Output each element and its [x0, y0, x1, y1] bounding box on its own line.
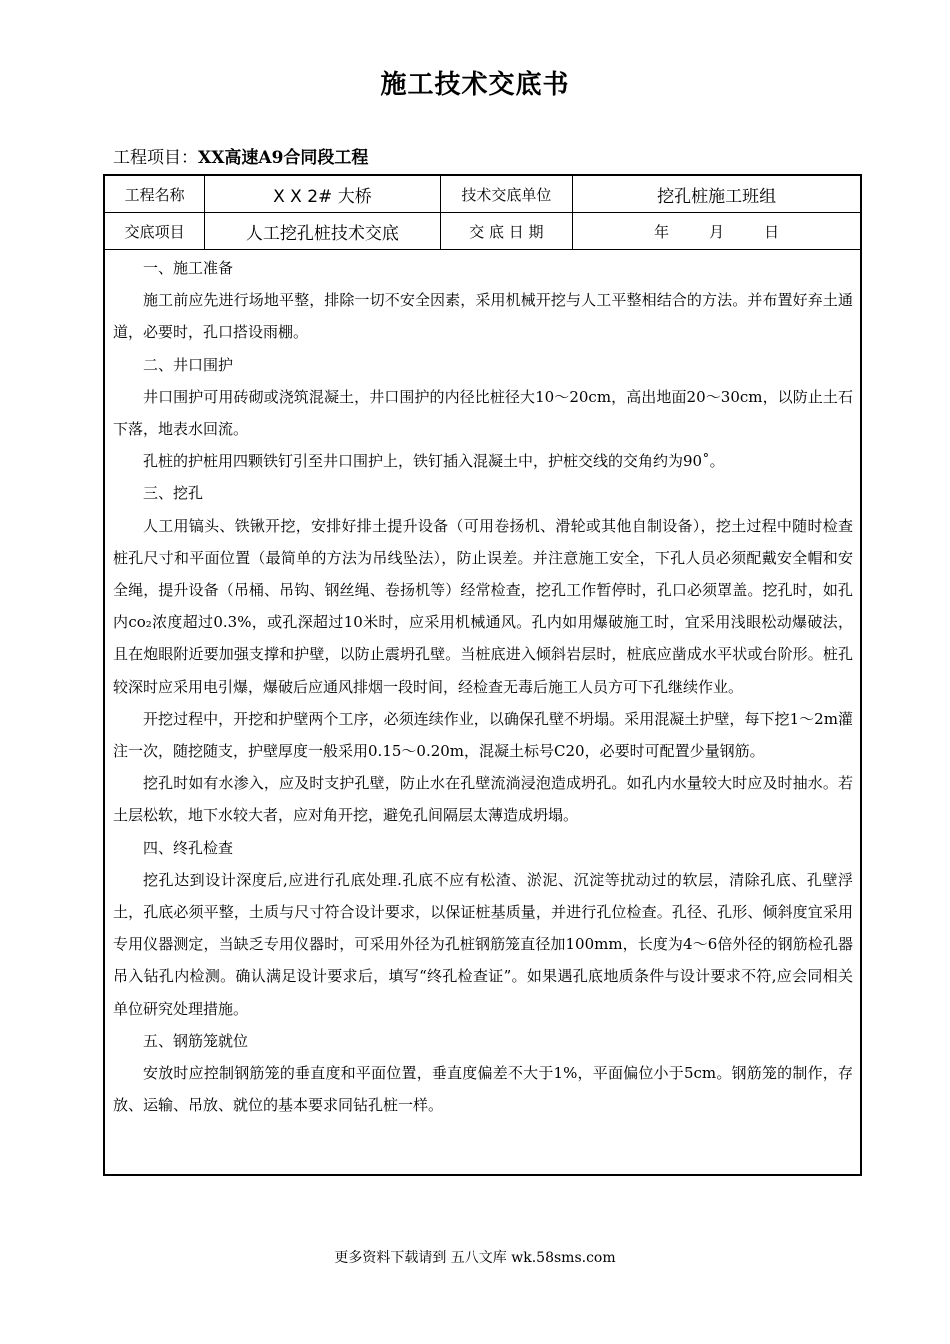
date-label: 交 底 日 期: [440, 213, 573, 250]
project-name-value: X X 2# 大桥: [205, 175, 440, 213]
paragraph: 开挖过程中，开挖和护壁两个工序，必须连续作业，以确保孔壁不坍塌。采用混凝土护壁，每下挖1～2m灌注一次，随挖随支，护壁厚度一般采用0.15～0.20m，混凝土标号C20，必要时可配置少量钢筋。: [113, 709, 853, 761]
section-heading: 四、终孔检查: [143, 838, 234, 857]
project-value: XX高速A9合同段工程: [198, 148, 369, 168]
footer-text: 更多资料下载请到 五八文库 wk.58sms.com: [334, 1250, 616, 1266]
date-month: 月: [709, 222, 725, 241]
project-line: [113, 143, 368, 168]
item-value: 人工挖孔桩技术交底: [205, 213, 440, 250]
section-heading: 五、钢筋笼就位: [143, 1031, 249, 1050]
header-table: [103, 174, 862, 250]
section-heading: 二、井口围护: [143, 355, 234, 374]
section-heading: 一、施工准备: [143, 259, 234, 277]
unit-label: 技术交底单位: [440, 175, 573, 213]
date-value: [573, 213, 861, 250]
project-name-label: 工程名称: [104, 175, 205, 213]
paragraph: 挖孔时如有水渗入，应及时支护孔壁，防止水在孔壁流淌浸泡造成坍孔。如孔内水量较大时应及时抽水。若土层松软，地下水较大者，应对角开挖，避免孔间隔层太薄造成坍塌。: [113, 774, 853, 825]
header-row-2: [104, 213, 861, 250]
date-year: 年: [654, 222, 670, 241]
item-label: 交底项目: [104, 213, 205, 250]
header-row-1: [104, 175, 861, 213]
paragraph: 挖孔达到设计深度后,应进行孔底处理.孔底不应有松渣、淤泥、沉淀等扰动过的软层，清除孔底、孔壁浮土，孔底必须平整，土质与尺寸符合设计要求，以保证桩基质量，并进行孔位检查。孔径、孔形、倾斜度宜采用专用仪器测定，当缺乏专用仪器时，可采用外径为孔桩钢筋笼直径加100mm，长度为4～6倍外径的钢筋检孔器吊入钻孔内检测。确认满足设计要求后，填写“终孔检查证”。如果遇孔底地质条件与设计要求不符,应会同相关单位研究处理措施。: [113, 870, 853, 1018]
content-body: [113, 252, 853, 1121]
paragraph: 井口围护可用砖砌或浇筑混凝土，井口围护的内径比桩径大10～20cm，高出地面20～30cm，以防止土石下落，地表水回流。: [113, 387, 853, 439]
document-title: 施工技术交底书: [380, 70, 570, 100]
project-label: 工程项目：: [113, 148, 198, 168]
paragraph: 人工用镐头、铁锹开挖，安排好排土提升设备（可用卷扬机、滑轮或其他自制设备），挖土过程中随时检查桩孔尺寸和平面位置（最简单的方法为吊线坠法），防止误差。并注意施工安全，下孔人员必须配戴安全帽和安全绳，提升设备（吊桶、吊钩、钢丝绳、卷扬机等）经常检查，挖孔工作暂停时，孔口必须罩盖。挖孔时，如孔内co₂浓度超过0.3%，或孔深超过10米时，应采用机械通风。孔内如用爆破施工时，宜采用浅眼松动爆破法，且在炮眼附近要加强支撑和护壁，以防止震坍孔壁。当桩底进入倾斜岩层时，桩底应凿成水平状或台阶形。桩孔较深时应采用电引爆，爆破后应通风排烟一段时间，经检查无毒后施工人员方可下孔继续作业。: [113, 516, 853, 696]
date-day: 日: [764, 222, 780, 241]
unit-value: 挖孔桩施工班组: [573, 175, 861, 213]
section-heading: 三、挖孔: [143, 484, 204, 503]
paragraph: 施工前应先进行场地平整，排除一切不安全因素，采用机械开挖与人工平整相结合的方法。并布置好弃土通道，必要时，孔口搭设雨棚。: [113, 291, 853, 342]
paragraph: 安放时应控制钢筋笼的垂直度和平面位置，垂直度偏差不大于1%，平面偏位小于5cm。钢筋笼的制作，存放、运输、吊放、就位的基本要求同钻孔桩一样。: [113, 1064, 853, 1115]
paragraph: 孔桩的护桩用四颗铁钉引至井口围护上，铁钉插入混凝土中，护桩交线的交角约为90˚。: [143, 452, 725, 471]
